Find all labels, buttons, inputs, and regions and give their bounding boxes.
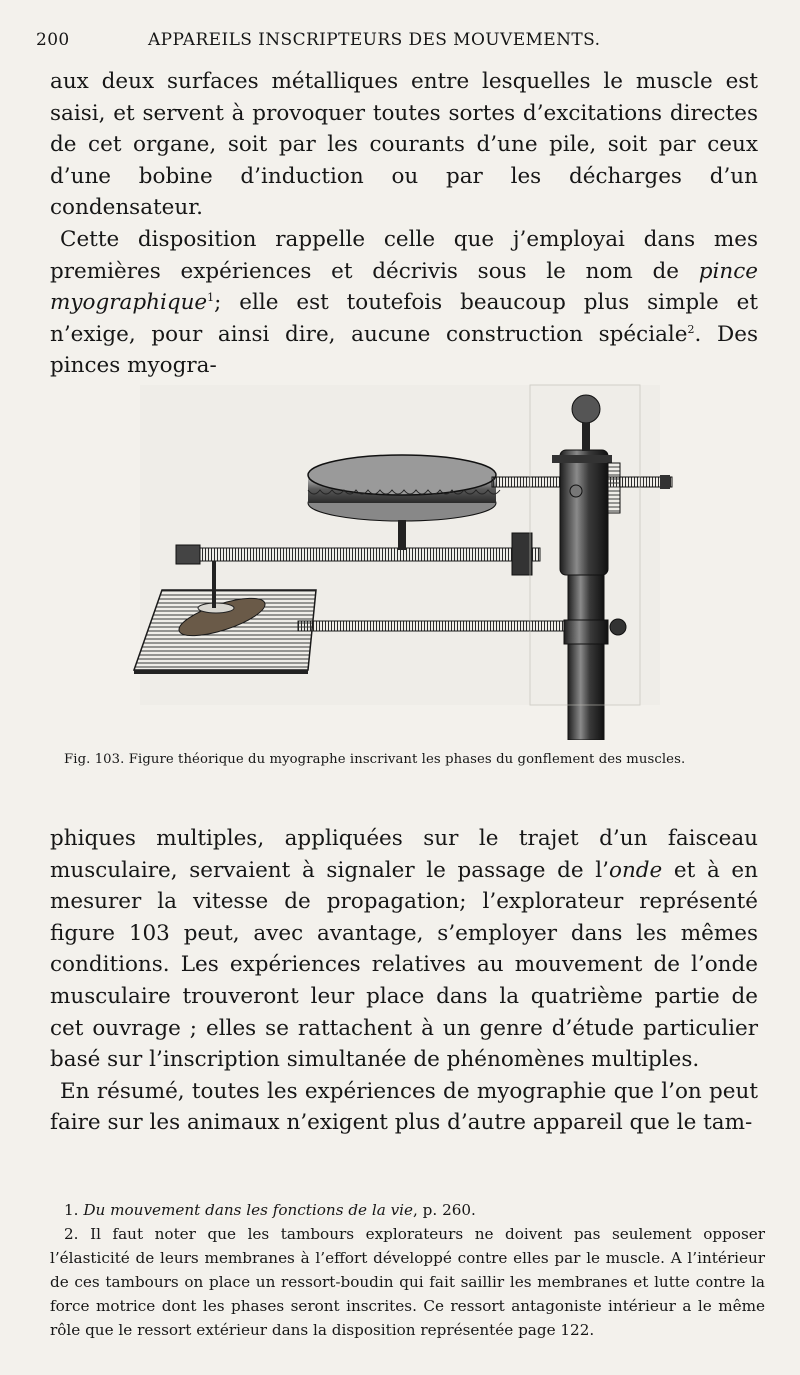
paragraph-text: . Des pinces myogra- <box>50 321 758 379</box>
paragraph-text: ; elle est toutefois beaucoup plus simple et n’exige, pour ainsi dire, aucune construction spéciale <box>50 290 758 347</box>
paragraph-text: et à en mesurer la vitesse de propagation; l’explorateur représenté figure 103 peut, avec avantage, s’employer dans les mêmes conditions. Les expériences relatives au mouvement de l’onde musculaire trouveront leur place dans la quatrième partie de cet ouvrage ; elles se rattachent à un genre d’étude particulier basé sur l’inscription simultanée de phénomènes multiples. <box>50 857 758 1073</box>
lower-text-block <box>50 823 758 1139</box>
paragraph-bottom-1 <box>50 823 758 1076</box>
footnote-ref-1: 1 <box>207 291 215 304</box>
italic-term: onde <box>609 857 663 883</box>
footnote-title: Du mouvement dans les fonctions de la vie <box>83 1201 414 1219</box>
figure-caption: Fig. 103. Figure théorique du myographe inscrivant les phases du gonflement des muscles. <box>64 752 686 767</box>
footnotes <box>50 1198 765 1342</box>
upper-text-block <box>50 66 758 382</box>
footnote-number: 1. <box>64 1201 79 1219</box>
drum-tambour <box>308 455 496 495</box>
page-number: 200 <box>36 30 70 50</box>
paragraph-bottom-2: En résumé, toutes les expériences de myographie que l’on peut faire sur les animaux n’exigent plus d’autre appareil que le tam- <box>50 1078 758 1136</box>
paragraph-top-2 <box>50 224 758 382</box>
footnote-ref-2: 2 <box>687 322 695 336</box>
adjustment-knob <box>572 395 600 423</box>
footnote-page-ref: , p. 260. <box>413 1201 476 1219</box>
footnote-1 <box>50 1198 765 1222</box>
italic-term: pince myographique <box>50 258 758 316</box>
myograph-illustration <box>120 365 680 740</box>
myograph-engraving <box>120 365 680 740</box>
paragraph-text: Cette disposition rappelle celle que j’employai dans mes premières expériences et décrivis sous le nom de <box>50 226 758 284</box>
paragraph-text: phiques multiples, appliquées sur le trajet d’un faisceau musculaire, servaient à signaler le passage de l’ <box>50 826 758 883</box>
paragraph-top-1: aux deux surfaces métalliques entre lesquelles le muscle est saisi, et servent à provoquer toutes sortes d’excitations directes de cet organe, soit par les courants d’une pile, soit par ceux d’une bobine d’induction ou par les décharges d’un condensateur. <box>50 69 758 221</box>
footnote-2: 2. Il faut noter que les tambours explorateurs ne doivent pas seulement opposer l’élasticité de leurs membranes à l’effort développé contre elles par le muscle. A l’intérieur de ces tambours on place un ressort-boudin qui fait saillir les membranes et lutte contre la force motrice dont les phases seront inscrites. Ce ressort antagoniste intérieur a le même rôle que le ressort extérieur dans la disposition représentée page 122. <box>50 1225 765 1339</box>
running-title: APPAREILS INSCRIPTEURS DES MOUVEMENTS. <box>148 30 601 50</box>
lever-arm <box>180 548 540 561</box>
column-sleeve <box>560 450 608 575</box>
